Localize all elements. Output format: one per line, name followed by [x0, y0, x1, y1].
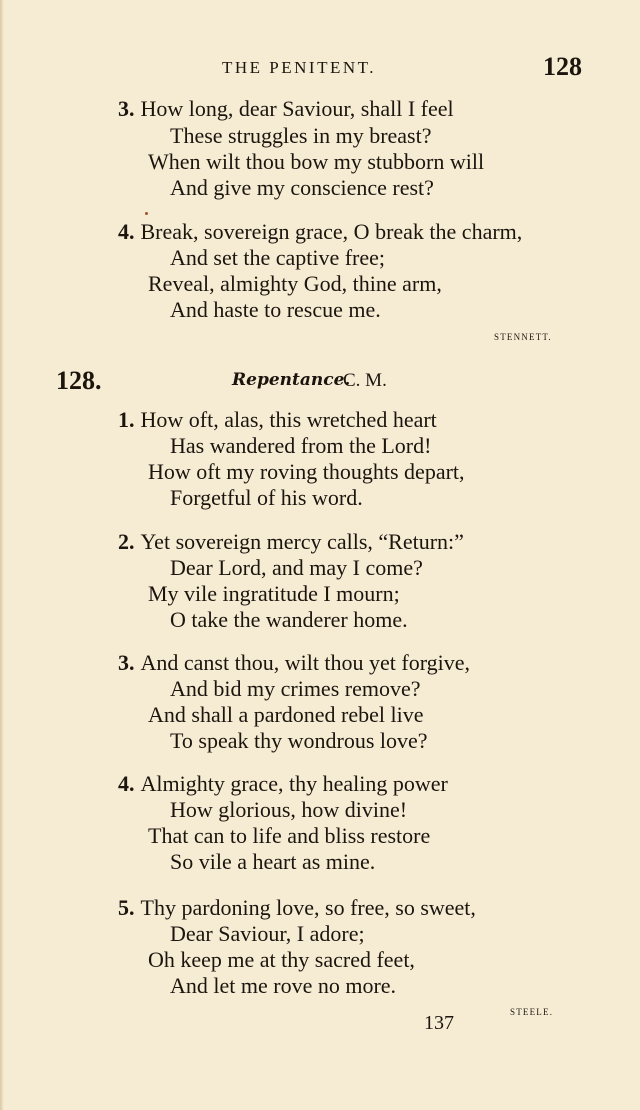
verse-text: How oft, alas, this wretched heart — [140, 407, 437, 432]
verse-line: And bid my crimes remove? — [170, 676, 421, 701]
hymn-number: 128. — [56, 366, 102, 395]
verse-line: O take the wanderer home. — [170, 607, 408, 632]
verse-line: Dear Lord, and may I come? — [170, 555, 423, 580]
running-title: THE PENITENT. — [222, 58, 376, 77]
page-number-bottom: 137 — [424, 1012, 454, 1034]
verse-line — [118, 219, 522, 245]
hymn-meter: C. M. — [343, 370, 387, 391]
verse-text: Yet sovereign mercy calls, “Return:” — [140, 529, 464, 554]
verse-line: Reveal, almighty God, thine arm, — [148, 271, 442, 296]
author-attribution: STEELE. — [510, 1007, 554, 1017]
page-edge — [0, 0, 4, 1110]
verse-line: Forgetful of his word. — [170, 485, 363, 510]
verse-text: And canst thou, wilt thou yet forgive, — [140, 650, 471, 675]
verse-line — [118, 407, 437, 433]
verse-line: These struggles in my breast? — [170, 123, 432, 148]
running-head — [0, 52, 640, 86]
verse-line — [118, 96, 454, 122]
verse-line: Oh keep me at thy sacred feet, — [148, 947, 415, 972]
author-attribution: STENNETT. — [494, 332, 552, 342]
verse-line: And give my conscience rest? — [170, 175, 434, 200]
verse-line: And haste to rescue me. — [170, 297, 381, 322]
verse-line: And let me rove no more. — [170, 973, 397, 998]
verse-line: So vile a heart as mine. — [170, 849, 376, 874]
verse-number: 1. — [118, 407, 135, 432]
verse-number: 4. — [118, 771, 135, 796]
verse-text: Break, sovereign grace, O break the charm, — [140, 219, 523, 244]
verse-line: How glorious, how divine! — [170, 797, 408, 822]
verse-line — [118, 529, 464, 555]
verse-line: And shall a pardoned rebel live — [148, 702, 424, 727]
verse-line: To speak thy wondrous love? — [170, 728, 428, 753]
verse-line: And set the captive free; — [170, 245, 386, 270]
verse-number: 5. — [118, 895, 135, 920]
ink-speck — [145, 212, 148, 215]
verse-line — [118, 895, 476, 921]
hymn-heading — [0, 366, 640, 400]
verse-line: How oft my roving thoughts depart, — [148, 459, 465, 484]
verse-line: When wilt thou bow my stubborn will — [148, 149, 485, 174]
hymn-title: Repentance. — [232, 370, 351, 390]
verse-line: My vile ingratitude I mourn; — [148, 581, 400, 606]
verse-number: 4. — [118, 219, 135, 244]
verse-line: That can to life and bliss restore — [148, 823, 431, 848]
verse-text: Thy pardoning love, so free, so sweet, — [140, 895, 476, 920]
verse-number: 3. — [118, 650, 135, 675]
verse-number: 3. — [118, 96, 135, 121]
verse-line: Dear Saviour, I adore; — [170, 921, 365, 946]
verse-text: Almighty grace, thy healing power — [140, 771, 448, 796]
verse-number: 2. — [118, 529, 135, 554]
verse-text: How long, dear Saviour, shall I feel — [140, 96, 454, 121]
page-number-top: 128 — [543, 52, 582, 81]
verse-line: Has wandered from the Lord! — [170, 433, 432, 458]
verse-line — [118, 650, 470, 676]
verse-line — [118, 771, 448, 797]
